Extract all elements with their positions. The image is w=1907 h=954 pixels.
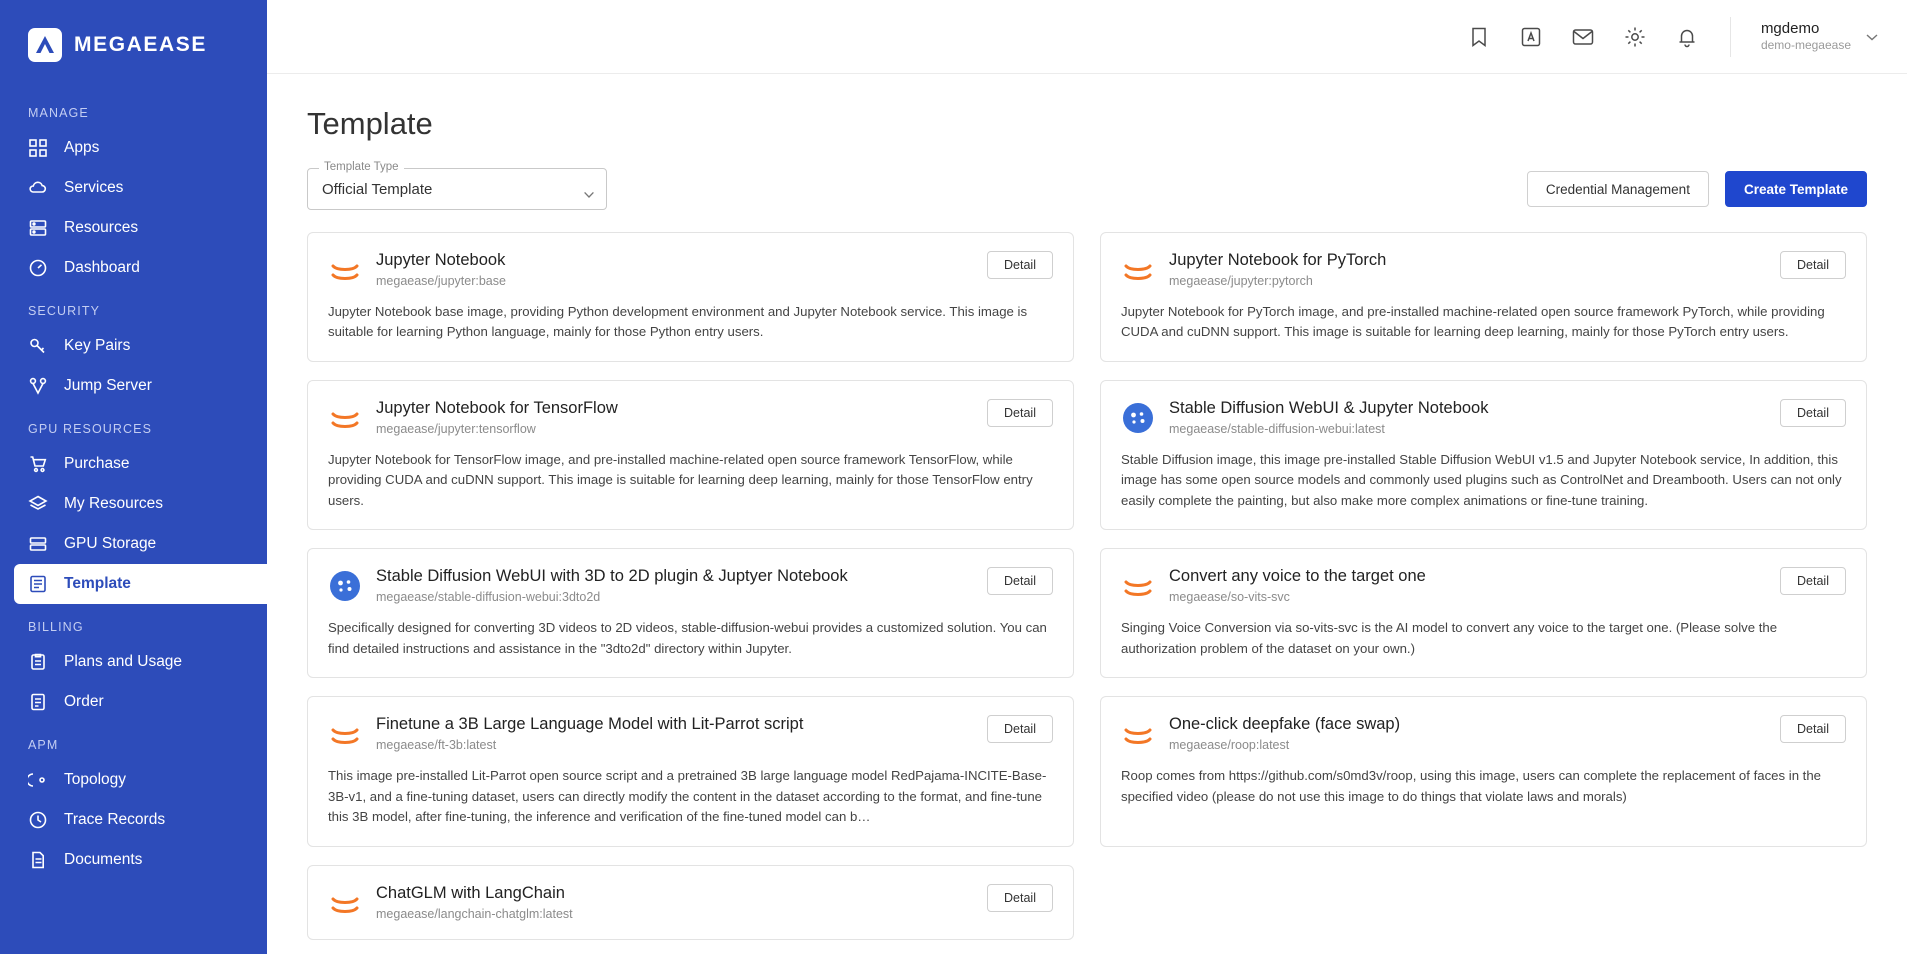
template-title: Jupyter Notebook	[376, 251, 506, 269]
sidebar-item-jump-server[interactable]	[0, 366, 267, 406]
template-description: Stable Diffusion image, this image pre-installed Stable Diffusion WebUI v1.5 and Jupyter Notebook service, In addition, this image has some open source models and commonly used plugins such as ControlNet and Dreambooth. Users can not only easily complete the painting, but also make more complex animations or fine-tune training.	[1121, 451, 1842, 508]
sidebar-section-apm: APM	[28, 738, 59, 752]
sidebar-item-label: Trace Records	[64, 811, 166, 828]
clock-icon	[28, 810, 48, 830]
sidebar-item-purchase[interactable]	[0, 444, 267, 484]
sidebar-item-resources[interactable]	[0, 208, 267, 248]
sidebar-section-manage: MANAGE	[28, 106, 89, 120]
template-image: megaease/ft-3b:latest	[376, 738, 497, 753]
template-image: megaease/stable-diffusion-webui:3dto2d	[376, 590, 601, 605]
cloud-icon	[28, 178, 48, 198]
sidebar-item-dashboard[interactable]	[0, 248, 267, 288]
template-card[interactable]	[307, 232, 1074, 362]
template-title: Stable Diffusion WebUI with 3D to 2D plugin & Juptyer Notebook	[376, 567, 848, 586]
sidebar-item-label: Order	[64, 693, 104, 710]
template-card[interactable]	[307, 696, 1074, 846]
toolbar-buttons	[1527, 171, 1867, 207]
template-card[interactable]	[1100, 548, 1867, 678]
sidebar-item-label: Dashboard	[64, 259, 140, 276]
template-image: megaease/langchain-chatglm:latest	[376, 906, 573, 921]
create-template-button[interactable]: Create Template	[1725, 171, 1867, 207]
gear-icon[interactable]	[1622, 24, 1648, 50]
jupyter-icon	[328, 253, 362, 287]
toolbar	[307, 161, 1867, 210]
account-org: demo-megaease	[1760, 38, 1851, 53]
gauge-icon	[28, 258, 48, 278]
topbar-divider	[1730, 17, 1731, 57]
jupyter-icon	[328, 401, 362, 435]
sidebar-item-label: Template	[64, 575, 131, 592]
template-image: megaease/jupyter:tensorflow	[376, 421, 536, 436]
brand[interactable]	[0, 0, 267, 90]
template-card[interactable]	[1100, 232, 1867, 362]
key-icon	[28, 336, 48, 356]
topbar	[267, 0, 1907, 74]
template-card-grid	[307, 232, 1867, 954]
clipboard-icon	[28, 652, 48, 672]
bell-icon[interactable]	[1674, 24, 1700, 50]
template-title: Jupyter Notebook for PyTorch	[1169, 251, 1387, 269]
detail-button[interactable]: Detail	[987, 884, 1053, 912]
template-description: Roop comes from https://github.com/s0md3v/roop, using this image, users can complete the replacement of faces in the specified video (please do not use this image to do things that violate laws and morals)	[1121, 768, 1822, 804]
topology-icon	[28, 770, 48, 790]
grid-icon	[28, 138, 48, 158]
stable-diffusion-icon	[328, 569, 362, 603]
template-title: Jupyter Notebook for TensorFlow	[376, 398, 618, 417]
template-description: Jupyter Notebook for TensorFlow image, and pre-installed machine-related open source framework TensorFlow, while providing CUDA and cuDNN support. This image is suitable for learning deep learning, mainly for those TensorFlow entry users.	[328, 451, 1033, 508]
megaease-logo-icon	[28, 28, 62, 62]
account-name: mgdemo	[1760, 19, 1820, 37]
order-icon	[28, 692, 48, 712]
sidebar-item-label: Purchase	[64, 455, 130, 472]
sidebar-item-trace-records[interactable]	[0, 800, 267, 840]
template-card[interactable]	[307, 865, 1074, 940]
template-card[interactable]	[307, 548, 1074, 678]
jupyter-icon	[1121, 569, 1155, 603]
bookmark-icon[interactable]	[1466, 24, 1492, 50]
credential-management-button[interactable]: Credential Management	[1527, 171, 1709, 207]
template-description: Jupyter Notebook base image, providing Python development environment and Jupyter Notebook service. This image is suitable for learning Python language, mainly for those Python entry users.	[328, 304, 1028, 340]
sidebar-item-label: Apps	[64, 139, 100, 156]
layers-icon	[28, 494, 48, 514]
sidebar-item-key-pairs[interactable]	[0, 326, 267, 366]
storage-icon	[28, 534, 48, 554]
sidebar-item-label: Documents	[64, 851, 143, 868]
content-area	[267, 74, 1907, 954]
template-title: Convert any voice to the target one	[1169, 567, 1426, 586]
jupyter-icon	[1121, 717, 1155, 751]
sidebar	[0, 0, 267, 954]
detail-button[interactable]: Detail	[1780, 399, 1846, 427]
sidebar-item-services[interactable]	[0, 168, 267, 208]
template-description: This image pre-installed Lit-Parrot open source script and a pretrained 3B large language model RedPajama-INCITE-Base-3B-v1, and a fine-tuning dataset, users can directly modify the content in the dataset according to the format, and fine-tune this 3B model, after fine-tuning, the inference and verification of the fine-tuned model can b…	[328, 768, 1047, 825]
sidebar-item-label: GPU Storage	[64, 535, 157, 552]
template-image: megaease/so-vits-svc	[1169, 590, 1290, 605]
template-title: One-click deepfake (face swap)	[1169, 715, 1401, 734]
template-title: ChatGLM with LangChain	[376, 883, 565, 902]
sidebar-item-label: Services	[64, 179, 124, 196]
brand-name: MEGAEASE	[74, 33, 207, 56]
jupyter-icon	[1121, 253, 1155, 287]
sidebar-item-label: Plans and Usage	[64, 653, 183, 670]
detail-button[interactable]: Detail	[987, 567, 1053, 595]
sidebar-section-billing: BILLING	[28, 620, 84, 634]
sidebar-item-topology[interactable]	[0, 760, 267, 800]
sidebar-section-security: SECURITY	[28, 304, 101, 318]
sidebar-item-my-resources[interactable]	[0, 484, 267, 524]
sidebar-item-label: Topology	[64, 771, 127, 788]
chevron-down-icon[interactable]	[1865, 30, 1879, 44]
template-description: Specifically designed for converting 3D videos to 2D videos, stable-diffusion-webui provides a customized solution. You can find detailed instructions and assistance in the "3dto2d" directory within Jupyter.	[328, 620, 1047, 656]
jupyter-icon	[328, 717, 362, 751]
main-area	[267, 0, 1907, 954]
template-title: Stable Diffusion WebUI & Jupyter Notebook	[1169, 398, 1489, 417]
detail-button[interactable]: Detail	[987, 251, 1053, 279]
network-icon	[28, 376, 48, 396]
sidebar-item-order[interactable]	[0, 682, 267, 722]
template-card[interactable]	[1100, 696, 1867, 846]
chevron-down-icon[interactable]	[584, 186, 594, 194]
template-image: megaease/jupyter:pytorch	[1169, 274, 1313, 288]
stable-diffusion-icon	[1121, 401, 1155, 435]
sidebar-item-template[interactable]	[14, 564, 267, 604]
template-description: Singing Voice Conversion via so-vits-svc is the AI model to convert any voice to the target one. (Please solve the authorization problem of the dataset on your own.)	[1121, 620, 1778, 656]
server-icon	[28, 218, 48, 238]
template-icon	[28, 574, 48, 594]
template-image: megaease/jupyter:base	[376, 274, 506, 288]
template-image: megaease/stable-diffusion-webui:latest	[1169, 421, 1385, 436]
sidebar-item-label: Jump Server	[64, 377, 152, 394]
page-title: Template	[307, 106, 433, 141]
sidebar-item-label: My Resources	[64, 495, 164, 512]
sidebar-section-gpu-resources: GPU RESOURCES	[28, 422, 153, 436]
template-card[interactable]	[307, 380, 1074, 530]
sidebar-item-apps[interactable]	[0, 128, 267, 168]
jupyter-icon	[328, 886, 362, 920]
template-description: Jupyter Notebook for PyTorch image, and pre-installed machine-related open source framework PyTorch, while providing CUDA and cuDNN support. This image is suitable for learning deep learning, mainly for those PyTorch entry users.	[1121, 304, 1825, 340]
detail-button[interactable]: Detail	[987, 715, 1053, 743]
template-type-select[interactable]	[307, 161, 607, 210]
template-card[interactable]	[1100, 380, 1867, 530]
template-type-label: Template Type	[319, 161, 404, 173]
font-size-icon[interactable]	[1518, 24, 1544, 50]
sidebar-item-plans-and-usage[interactable]	[0, 642, 267, 682]
sidebar-item-label: Key Pairs	[64, 337, 131, 354]
mail-icon[interactable]	[1570, 24, 1596, 50]
template-type-value: Official Template	[322, 180, 433, 198]
sidebar-item-documents[interactable]	[0, 840, 267, 880]
detail-button[interactable]: Detail	[1780, 715, 1846, 743]
detail-button[interactable]: Detail	[1780, 567, 1846, 595]
template-title: Finetune a 3B Large Language Model with Lit-Parrot script	[376, 715, 804, 734]
account-menu[interactable]	[1761, 20, 1879, 54]
sidebar-item-label: Resources	[64, 219, 139, 236]
sidebar-item-gpu-storage[interactable]	[0, 524, 267, 564]
cart-icon	[28, 454, 48, 474]
template-image: megaease/roop:latest	[1169, 738, 1290, 753]
detail-button[interactable]: Detail	[1780, 251, 1846, 279]
detail-button[interactable]: Detail	[987, 399, 1053, 427]
document-icon	[28, 850, 48, 870]
